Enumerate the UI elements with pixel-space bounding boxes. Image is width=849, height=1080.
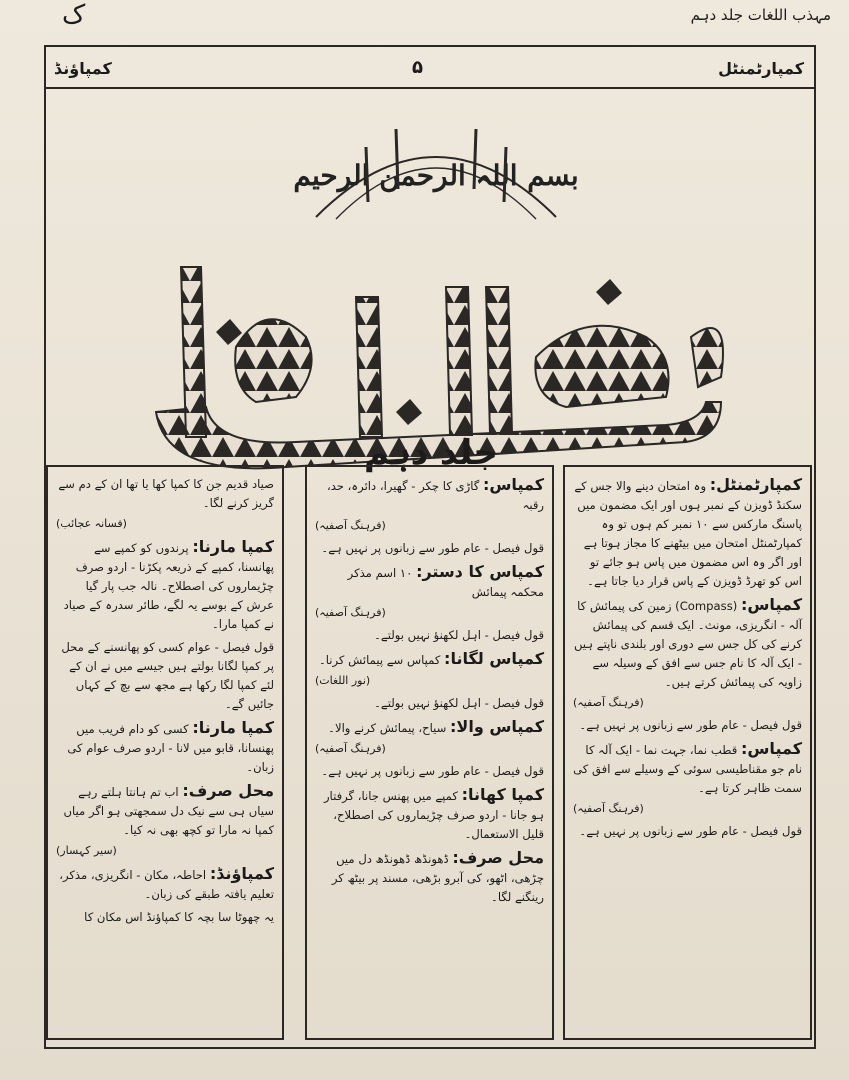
entry-source: (فسانہ عجائب) — [56, 517, 127, 530]
entry — [315, 626, 544, 645]
entry-text: قول فیصل - عام طور سے زبانوں پر نہیں ہے۔ — [321, 541, 544, 555]
entry — [315, 694, 544, 713]
entry-source: (فرہنگ آصفیہ) — [315, 742, 386, 755]
entry-headword: کمپا مارنا: — [192, 537, 274, 556]
entry-source: (فرہنگ آصفیہ) — [573, 696, 644, 709]
entry-text: قول فیصل - عام طور سے زبانوں پر نہیں ہے۔ — [579, 718, 802, 732]
entry-headword: محل صرف: — [182, 781, 274, 800]
entry — [315, 562, 544, 622]
entry-text: کمپاس سے پیمائش کرنا۔ — [318, 653, 441, 667]
entry — [573, 822, 802, 841]
bismillah-calligraphy — [286, 107, 586, 237]
entry-headword: کمپاس لگانا: — [444, 649, 544, 668]
entry-text: قطب نما، جہت نما - ایک آلہ کا نام جو مقناطیسی سوئی کے وسیلے سے افق کی سمت ظاہر کرتا ہے۔ — [573, 743, 802, 795]
entry-text: قول فیصل - عام طور سے زبانوں پر نہیں ہے۔ — [579, 824, 802, 838]
entry-headword: کمپا مارنا: — [192, 718, 274, 737]
column-left — [46, 465, 284, 1040]
entry-headword: کمپاؤنڈ: — [209, 864, 274, 883]
entry — [56, 864, 274, 904]
column-middle — [305, 465, 554, 1040]
entry-text: کمپے میں پھنس جانا، گرفتار ہو جانا - اردو صرف چڑیماروں کی اصطلاح، قلیل الاستعمال۔ — [323, 789, 544, 841]
entry-source: (فرہنگ آصفیہ) — [315, 519, 386, 532]
entry-text: احاطہ، مکان - انگریزی، مذکر، تعلیم یافتہ طبقے کی زبان۔ — [59, 868, 274, 901]
entry — [315, 762, 544, 781]
entry-text: سیاح، پیمائش کرنے والا۔ — [328, 721, 447, 735]
entry-source: (فرہنگ آصفیہ) — [573, 802, 644, 815]
column-right — [563, 465, 812, 1040]
entry — [315, 848, 544, 907]
entry — [573, 475, 802, 591]
running-head-right: کمپارٹمنٹل — [718, 59, 804, 78]
entry — [573, 595, 802, 712]
entry-headword: کمپا کھانا: — [461, 785, 544, 804]
entry-text: وہ امتحان دینے والا جس کے سکنڈ ڈویزن کے نمبر ہوں اور ایک مضمون میں پاسنگ مارکس سے ۱۰ نمبر کم ہوں تو وہ کمپارٹمنٹل امتحان میں بیٹھنے کا مجاز ہوتا ہے اور اگر وہ اس مضمون میں پاس ہو جائے تو اس کو تھرڈ ڈویزن کے پاس قرار دیا جاتا ہے۔ — [574, 479, 802, 588]
entry-text: قول فیصل - اہل لکھنؤ نہیں بولتے۔ — [374, 628, 544, 642]
entry-text: قول فیصل - عام طور سے زبانوں پر نہیں ہے۔ — [321, 764, 544, 778]
running-header — [46, 47, 814, 89]
entry-text: گاڑی کا چکر - گھیرا، دائرہ، حد، رقبہ — [326, 479, 544, 512]
entry — [573, 739, 802, 818]
entry — [315, 475, 544, 535]
entry — [573, 716, 802, 735]
entry-text: اب تم ہانتا ہلتے رہے سیاں ہی سے نیک دل سمجھتی ہو اگر میاں کمپا نہ مارا تو کچھ بھی نہ کیا۔ — [63, 785, 274, 837]
entry — [315, 717, 544, 758]
entry — [56, 718, 274, 777]
entry-text: یہ چھوٹا سا بچہ کا کمپاؤنڈ اس مکان کا — [84, 910, 274, 924]
corner-note-right: مہذب اللغات جلد دہم — [690, 6, 831, 24]
entry-source: (سیر کہسار) — [56, 844, 117, 857]
entry-text: قول فیصل - اہل لکھنؤ نہیں بولتے۔ — [374, 696, 544, 710]
entry-headword: محل صرف: — [452, 848, 544, 867]
entry — [315, 649, 544, 690]
entry — [315, 539, 544, 558]
corner-note-left: ک — [62, 0, 86, 30]
entry-headword: کمپاس کا دستر: — [416, 562, 544, 581]
volume-label: جلد دہم — [364, 433, 498, 473]
entry-headword: کمپارٹمنٹل: — [709, 475, 802, 494]
page-number: ۵ — [412, 57, 423, 78]
entry-text: پرندوں کو کمپے سے پھانسنا، کمپے کے ذریعہ پکڑنا - اردو صرف چڑیماروں کی اصطلاح۔ نالہ جب پار گیا عرش کے بوسے یہ لگے، طائر سدرہ کے صیاد نے کمپا مارا۔ — [63, 541, 274, 631]
bismillah-text: بسم اللہ الرحمن الرحیم — [293, 159, 579, 192]
entry — [56, 537, 274, 634]
entry-text: قول فیصل - عوام کسی کو پھانسنے کے محل پر کمپا لگانا بولتے ہیں جیسے میں نے ان کے لئے کمپا لگا رکھا ہے مجھ سے بچ کے کہاں جائیں گے۔ — [61, 640, 274, 711]
entry-headword: کمپاس: — [482, 475, 544, 494]
entry-source: (نور اللغات) — [315, 674, 371, 687]
entry-text: (Compass) زمین کی پیمائش کا آلہ - انگریزی، مونث۔ ایک قسم کی پیمائش کرنے کی کل جس سے دوری اور بلندی ناپتے ہیں - ایک آلہ کا نام جس سے افق کے وسیلہ سے زاویہ کی پیمائش کرتے ہیں۔ — [573, 599, 802, 689]
entry-text: ڈھونڈھ ڈھونڈھ دل میں چڑھی، اٹھو، کی آبرو بڑھی، مسند پر بیٹھ کر رینگنے لگا۔ — [331, 852, 544, 904]
entry-headword: کمپاس: — [740, 595, 802, 614]
entry-headword: کمپاس: — [740, 739, 802, 758]
entry — [56, 781, 274, 860]
entry — [56, 908, 274, 927]
entry-headword: کمپاس والا: — [450, 717, 544, 736]
entry-text: ۱۰ اسم مذکر محکمہ پیمائش — [347, 566, 544, 599]
entry — [56, 638, 274, 714]
entry — [315, 785, 544, 844]
entry — [56, 475, 274, 533]
entry-source: (فرہنگ آصفیہ) — [315, 606, 386, 619]
running-head-left: کمپاؤنڈ — [54, 59, 112, 78]
page-frame — [44, 45, 816, 1049]
entry-text: صیاد قدیم جن کا کمپا کھا یا تھا ان کے دم سے گریز کرنے لگا۔ — [58, 477, 274, 510]
entry-text: کسی کو دام فریب میں پھنسانا، قابو میں لانا - اردو صرف عوام کی زبان۔ — [67, 722, 274, 774]
